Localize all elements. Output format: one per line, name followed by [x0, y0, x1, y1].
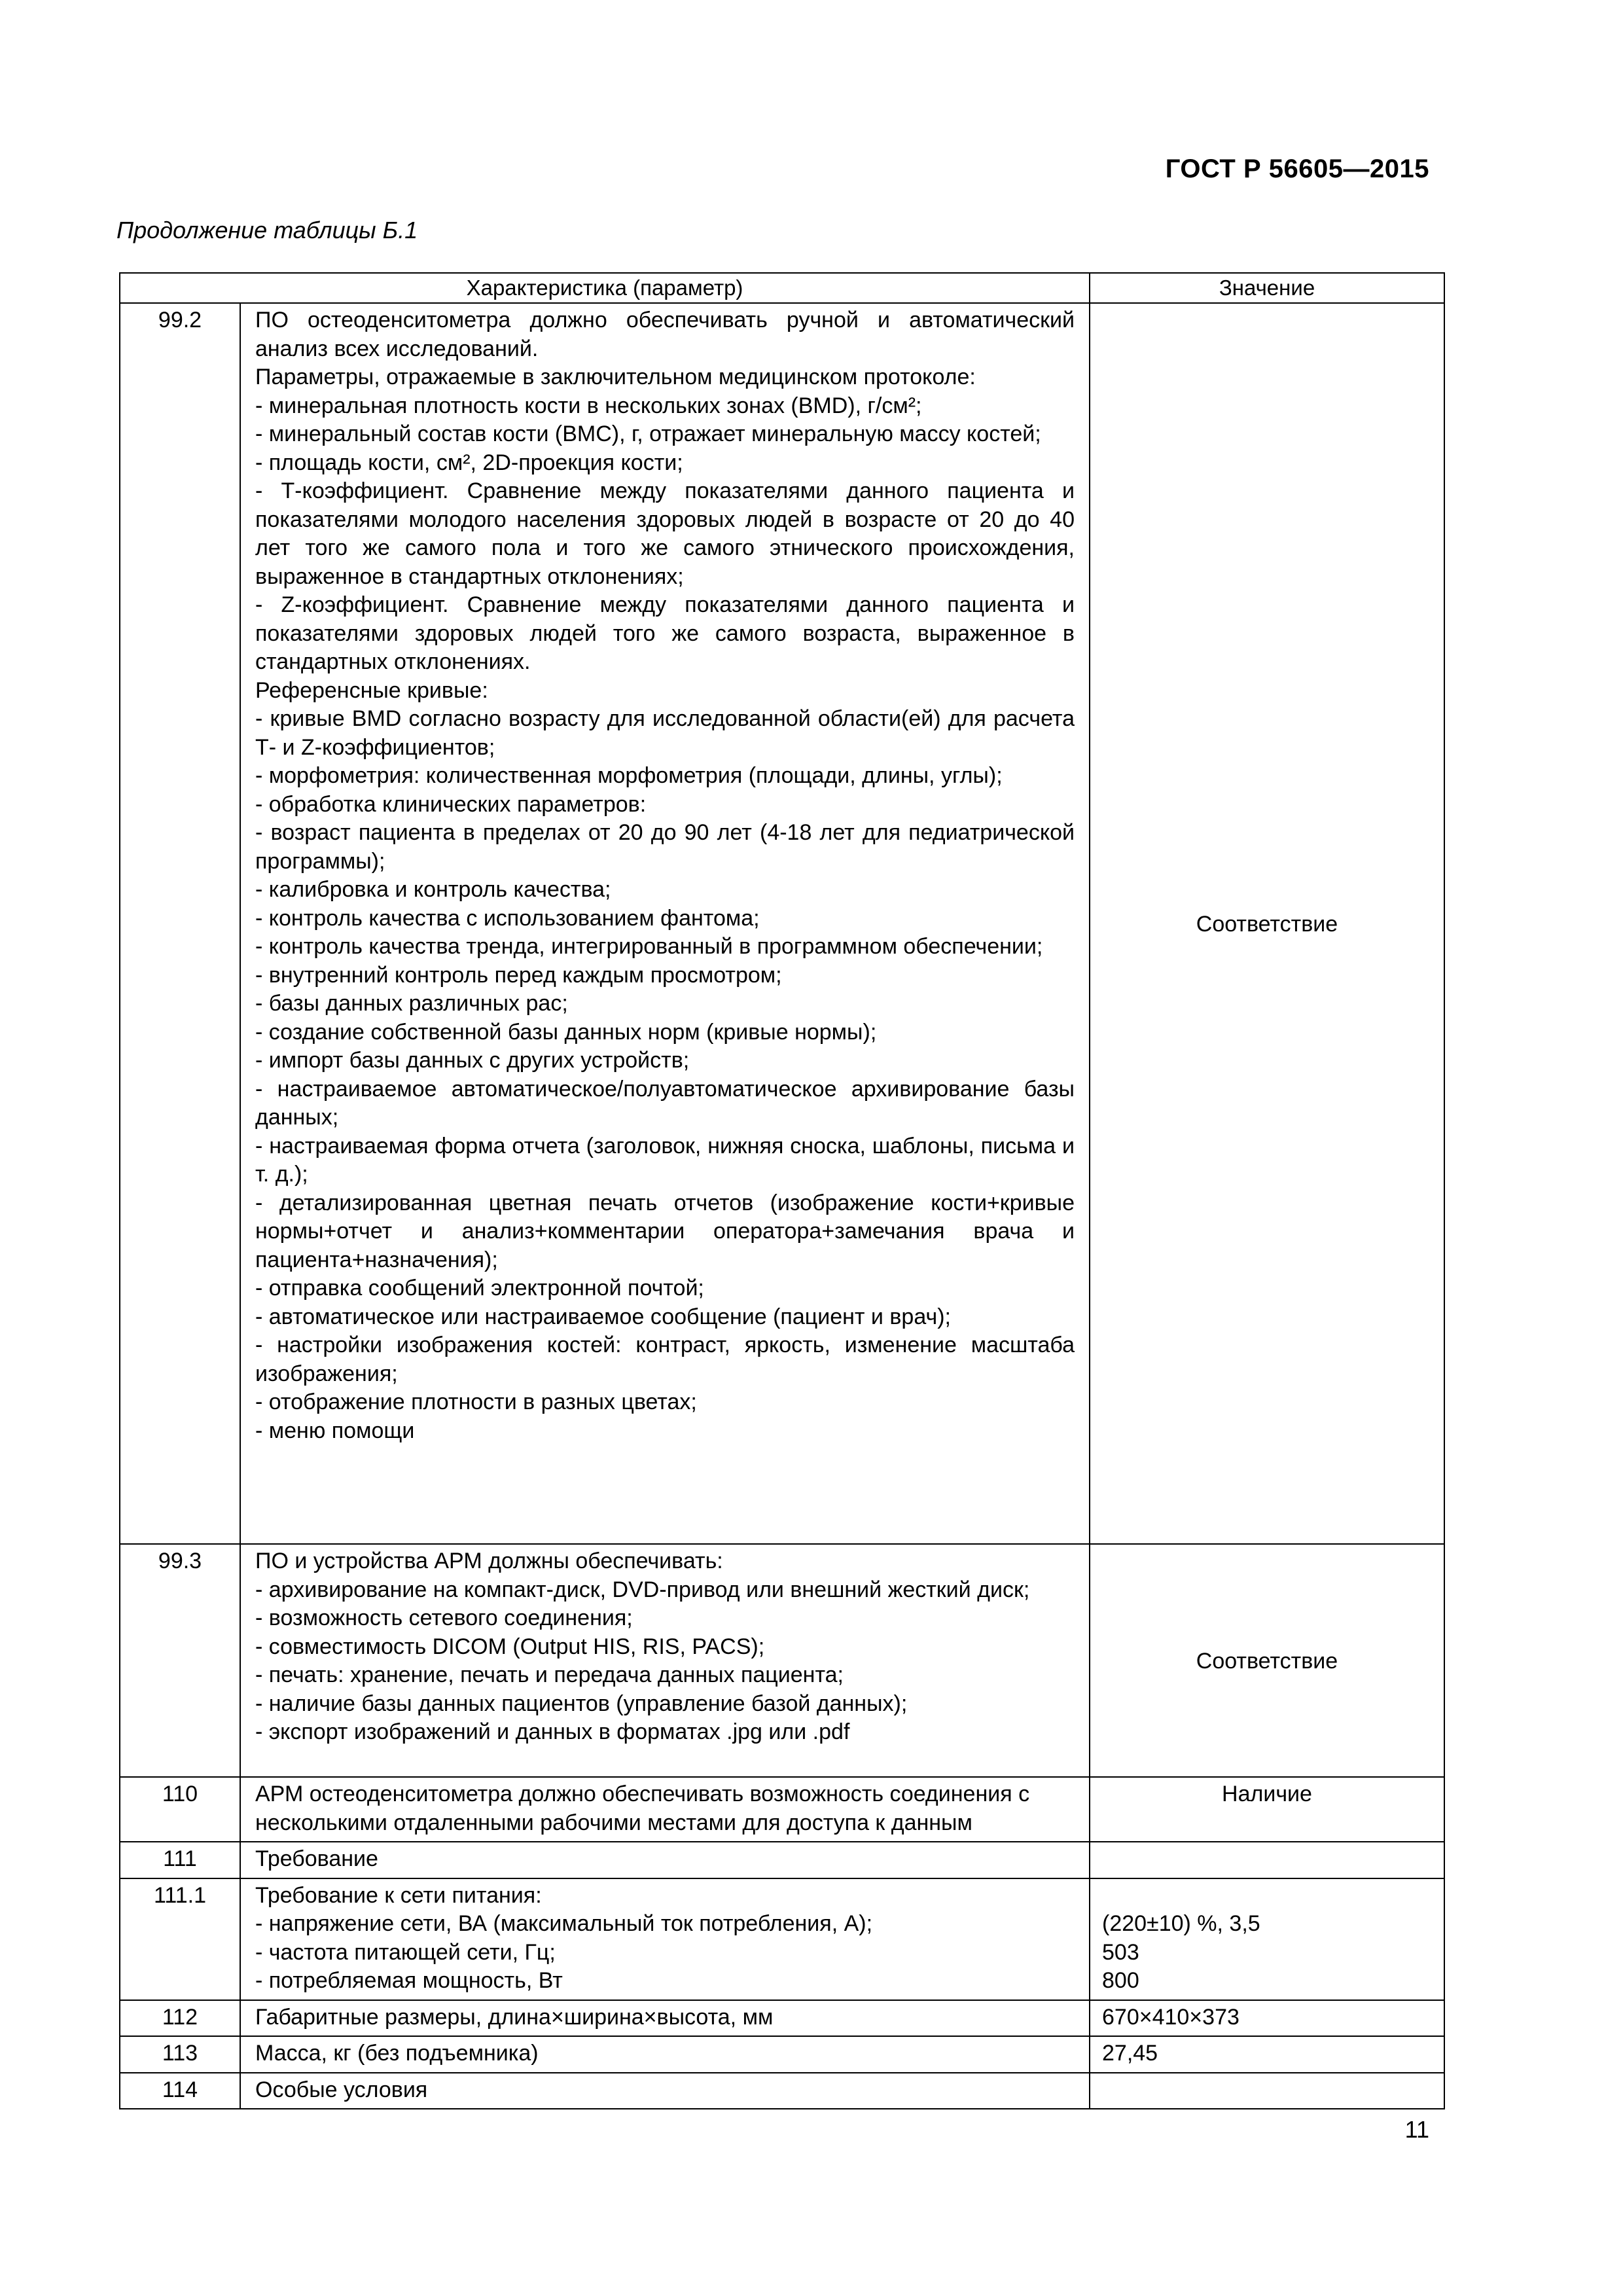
row-number: 110	[120, 1777, 240, 1842]
value-line: Соответствие	[1196, 912, 1338, 937]
row-value	[1090, 1777, 1444, 1842]
text-line: - площадь кости, см², 2D-проекция кости;	[255, 450, 683, 475]
table-row	[120, 1878, 1444, 2000]
text-line: - меню помощи	[255, 1418, 415, 1443]
row-characteristic	[240, 2036, 1090, 2073]
text-line: - базы данных различных рас;	[255, 991, 568, 1016]
value-line: Наличие	[1222, 1782, 1312, 1806]
row-value	[1090, 1544, 1444, 1777]
text-line: - импорт базы данных с других устройств;	[255, 1048, 690, 1073]
text-line: - контроль качества с использованием фантома;	[255, 905, 760, 931]
text-line: - кривые BMD согласно возрасту для исследованной области(ей) для расчета Т- и Z-коэффициентов;	[255, 706, 1075, 760]
row-number: 111	[120, 1842, 240, 1878]
value-line: 503	[1102, 1939, 1139, 1965]
text-line: - создание собственной базы данных норм (кривые нормы);	[255, 1019, 877, 1045]
row-characteristic	[240, 1842, 1090, 1878]
text-line: Параметры, отражаемые в заключительном медицинском протоколе:	[255, 365, 976, 389]
value-line: Соответствие	[1196, 1649, 1338, 1674]
row-number: 99.2	[120, 303, 240, 1544]
table-row	[120, 2073, 1444, 2109]
text-line: - автоматическое или настраиваемое сообщение (пациент и врач);	[255, 1304, 951, 1329]
row-value	[1090, 2036, 1444, 2073]
text-line: - минеральный состав кости (BMC), г, отражает минеральную массу костей;	[255, 422, 1041, 446]
value-line: (220±10) %, 3,5	[1102, 1911, 1260, 1936]
page-number: 11	[1404, 2116, 1429, 2143]
text-line: - внутренний контроль перед каждым просмотром;	[255, 962, 782, 988]
row-value	[1090, 2073, 1444, 2109]
spec-table-wrapper	[119, 272, 1444, 2109]
text-line: ПО и устройства АРМ должны обеспечивать:	[255, 1549, 723, 1573]
text-line: - обработка клинических параметров:	[255, 791, 647, 817]
row-number: 112	[120, 2000, 240, 2037]
table-header-row	[120, 273, 1444, 303]
value-line: 27,45	[1102, 2041, 1158, 2066]
text-line: - возможность сетевого соединения;	[255, 1605, 633, 1630]
row-number: 114	[120, 2073, 240, 2109]
text-line: - контроль качества тренда, интегрированный в программном обеспечении;	[255, 934, 1043, 959]
text-line: - напряжение сети, ВА (максимальный ток потребления, А);	[255, 1911, 873, 1936]
text-line: Особые условия	[255, 2077, 428, 2102]
table-row	[120, 1842, 1444, 1878]
text-line: - наличие базы данных пациентов (управление базой данных);	[255, 1691, 908, 1716]
text-line: - архивирование на компакт-диск, DVD-привод или внешний жесткий диск;	[255, 1577, 1030, 1602]
text-line: - детализированная цветная печать отчетов (изображение кости+кривые нормы+отчет и анализ+комментарии оператора+замечания врача и пациента+назначения);	[255, 1190, 1075, 1272]
table-row	[120, 1777, 1444, 1842]
text-line: - настройки изображения костей: контраст, яркость, изменение масштаба изображения;	[255, 1333, 1075, 1386]
text-line: - совместимость DICOM (Output HIS, RIS, PACS);	[255, 1634, 765, 1659]
standard-code: ГОСТ Р 56605—2015	[1165, 154, 1429, 183]
text-line: Требование	[255, 1846, 378, 1871]
column-header-value: Значение	[1090, 273, 1444, 303]
text-line: - калибровка и контроль качества;	[255, 877, 611, 902]
table-row	[120, 2000, 1444, 2037]
text-line: Масса, кг (без подъемника)	[255, 2041, 539, 2066]
text-line: - настраиваемое автоматическое/полуавтоматическое архивирование базы данных;	[255, 1076, 1075, 1130]
value-line: 670×410×373	[1102, 2004, 1240, 2030]
row-characteristic	[240, 1878, 1090, 2000]
text-line: - печать: хранение, печать и передача данных пациента;	[255, 1662, 844, 1687]
text-line: АРМ остеоденситометра должно обеспечивать возможность соединения с несколькими отдаленными рабочими местами для доступа к данным	[255, 1782, 1030, 1835]
column-header-characteristic: Характеристика (параметр)	[120, 273, 1090, 303]
text-line: - Т-коэффициент. Сравнение между показателями данного пациента и показателями молодого населения здоровых людей в возрасте от 20 до 40 лет того же самого пола и того же самого этнического происхождения, выраженное в стандартных отклонениях;	[255, 478, 1075, 589]
text-line: - потребляемая мощность, Вт	[255, 1968, 563, 1993]
text-line: - минеральная плотность кости в нескольких зонах (BMD), г/см²;	[255, 393, 922, 418]
row-number: 113	[120, 2036, 240, 2073]
text-line: ПО остеоденситометра должно обеспечивать ручной и автоматический анализ всех исследований.	[255, 308, 1075, 361]
text-line: - отправка сообщений электронной почтой;	[255, 1276, 704, 1300]
row-value	[1090, 1878, 1444, 2000]
row-characteristic	[240, 2073, 1090, 2109]
text-line: - возраст пациента в пределах от 20 до 90 лет (4-18 лет для педиатрической программы);	[255, 820, 1075, 874]
row-number: 111.1	[120, 1878, 240, 2000]
text-line: Референсные кривые:	[255, 677, 488, 703]
text-line: - Z-коэффициент. Сравнение между показателями данного пациента и показателями здоровых людей того же самого возраста, выраженное в стандартных отклонениях.	[255, 592, 1075, 674]
value-line: 800	[1102, 1968, 1139, 1993]
row-characteristic	[240, 2000, 1090, 2037]
text-line: - экспорт изображений и данных в форматах .jpg или .pdf	[255, 1719, 850, 1744]
text-line: - отображение плотности в разных цветах;	[255, 1390, 697, 1414]
row-number: 99.3	[120, 1544, 240, 1777]
row-value	[1090, 1842, 1444, 1878]
row-characteristic	[240, 1777, 1090, 1842]
table-row	[120, 303, 1444, 1544]
row-characteristic	[240, 1544, 1090, 1777]
text-line: - частота питающей сети, Гц;	[255, 1939, 556, 1965]
table-row	[120, 2036, 1444, 2073]
text-line: Габаритные размеры, длина×ширина×высота, мм	[255, 2004, 774, 2030]
table-row	[120, 1544, 1444, 1777]
table-caption: Продолжение таблицы Б.1	[116, 217, 418, 243]
spec-table	[119, 272, 1445, 2109]
row-value	[1090, 2000, 1444, 2037]
text-line: - настраиваемая форма отчета (заголовок, нижняя сноска, шаблоны, письма и т. д.);	[255, 1133, 1075, 1187]
text-line: - морфометрия: количественная морфометрия (площади, длины, углы);	[255, 763, 1003, 788]
row-value	[1090, 303, 1444, 1544]
text-line: Требование к сети питания:	[255, 1882, 542, 1908]
row-characteristic	[240, 303, 1090, 1544]
